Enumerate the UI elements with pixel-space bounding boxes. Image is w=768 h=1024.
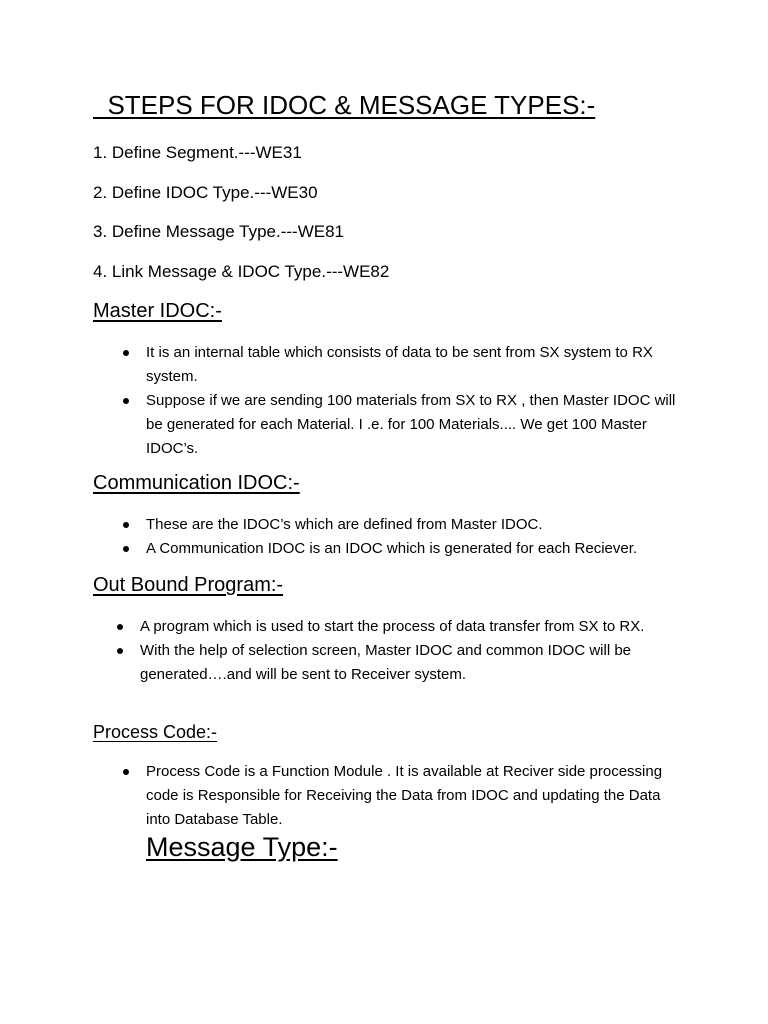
communication-idoc-heading: Communication IDOC:- (93, 472, 300, 494)
bullet-item (115, 615, 675, 639)
bullet-item (115, 639, 675, 687)
bullet-item (121, 760, 681, 832)
master-idoc-heading: Master IDOC:- (93, 300, 222, 322)
step-item: 2. Define IDOC Type.---WE30 (93, 182, 318, 202)
bullet-item (121, 513, 681, 537)
bullet-icon (123, 350, 129, 356)
process-code-bullets (121, 760, 681, 832)
bullet-icon (117, 624, 123, 630)
outbound-program-heading: Out Bound Program:- (93, 574, 284, 596)
bullet-icon (123, 769, 129, 775)
process-code-heading: Process Code:- (93, 722, 218, 742)
bullet-text: Process Code is a Function Module . It is available at Reciver side processing code is Responsible for Receiving the Data from IDOC and updating the Data into Database Table. (146, 763, 663, 828)
communication-idoc-bullets (121, 513, 681, 561)
bullet-text: It is an internal table which consists of data to be sent from SX system to RX system. (146, 344, 653, 385)
bullet-text: With the help of selection screen, Master IDOC and common IDOC will be generated….and will be sent to Receiver system. (140, 642, 632, 683)
bullet-icon (117, 648, 123, 654)
bullet-item (121, 537, 681, 561)
step-item: 1. Define Segment.---WE31 (93, 143, 302, 162)
bullet-icon (123, 398, 129, 404)
bullet-text: These are the IDOC’s which are defined from Master IDOC. (146, 516, 543, 533)
page-title: STEPS FOR IDOC & MESSAGE TYPES:- (93, 90, 596, 120)
bullet-text: Suppose if we are sending 100 materials from SX to RX , then Master IDOC will be generated for each Material. I .e. for 100 Materials.... We get 100 Master IDOC’s. (146, 392, 676, 457)
bullet-icon (123, 546, 129, 552)
bullet-text: A program which is used to start the process of data transfer from SX to RX. (140, 618, 645, 635)
step-item: 3. Define Message Type.---WE81 (93, 222, 345, 241)
message-type-heading: Message Type:- (146, 832, 338, 862)
master-idoc-bullets (121, 341, 681, 461)
bullet-item (121, 389, 681, 461)
outbound-program-bullets (115, 615, 675, 687)
bullet-item (121, 341, 681, 389)
bullet-text: A Communication IDOC is an IDOC which is generated for each Reciever. (146, 540, 638, 557)
bullet-icon (123, 522, 129, 528)
step-item: 4. Link Message & IDOC Type.---WE82 (93, 261, 390, 281)
steps-list (93, 142, 389, 300)
